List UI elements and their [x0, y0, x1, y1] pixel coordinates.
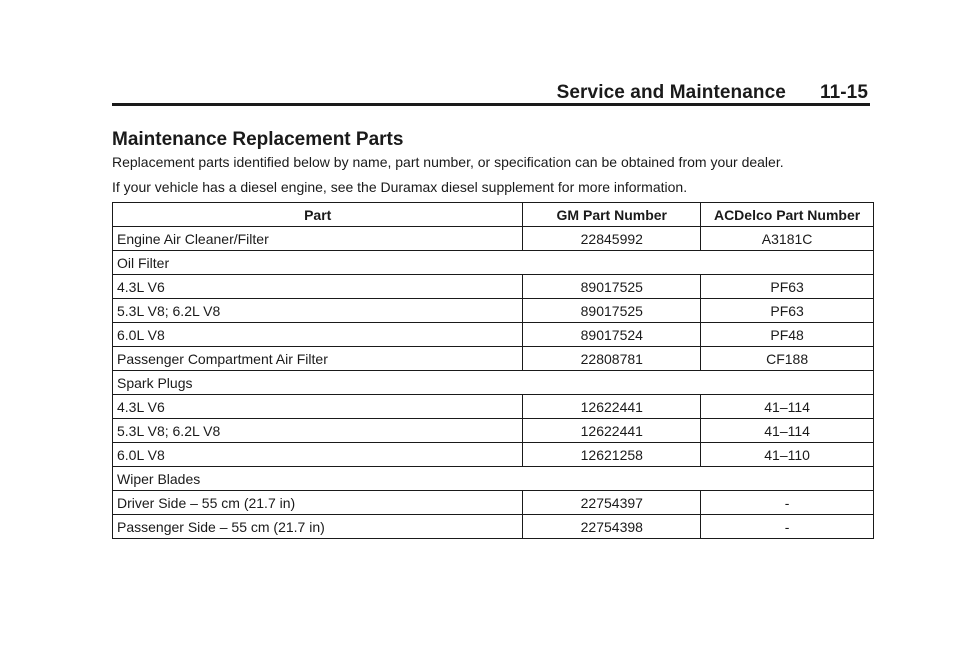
part-name: 6.0L V8 [113, 443, 523, 467]
table-row [113, 227, 874, 251]
table-row [113, 299, 874, 323]
running-header [557, 82, 868, 104]
table-row [113, 323, 874, 347]
column-header-gm-part-number: GM Part Number [523, 203, 701, 227]
section-heading: Maintenance Replacement Parts [112, 129, 404, 150]
acdelco-part-number: 41–114 [701, 419, 874, 443]
gm-part-number: 12622441 [523, 419, 701, 443]
parts-table [112, 202, 874, 539]
header-rule [112, 103, 870, 106]
gm-part-number: 22845992 [523, 227, 701, 251]
table-row [113, 491, 874, 515]
acdelco-part-number: 41–114 [701, 395, 874, 419]
column-header-part: Part [113, 203, 523, 227]
group-label: Spark Plugs [113, 371, 874, 395]
part-name: Passenger Side – 55 cm (21.7 in) [113, 515, 523, 539]
diesel-note-paragraph: If your vehicle has a diesel engine, see the Duramax diesel supplement for more information. [112, 179, 688, 195]
acdelco-part-number: PF63 [701, 299, 874, 323]
table-row [113, 275, 874, 299]
table-row [113, 443, 874, 467]
column-header-acdelco-part-number: ACDelco Part Number [701, 203, 874, 227]
group-label: Wiper Blades [113, 467, 874, 491]
part-name: 4.3L V6 [113, 275, 523, 299]
section-title: Service and Maintenance [556, 82, 786, 103]
acdelco-part-number: PF48 [701, 323, 874, 347]
part-name: Driver Side – 55 cm (21.7 in) [113, 491, 523, 515]
part-name: 5.3L V8; 6.2L V8 [113, 299, 523, 323]
table-group-row [113, 467, 874, 491]
table-group-row [113, 251, 874, 275]
gm-part-number: 89017524 [523, 323, 701, 347]
part-name: 5.3L V8; 6.2L V8 [113, 419, 523, 443]
gm-part-number: 12621258 [523, 443, 701, 467]
gm-part-number: 22754398 [523, 515, 701, 539]
acdelco-part-number: PF63 [701, 275, 874, 299]
table-row [113, 515, 874, 539]
table-row [113, 395, 874, 419]
acdelco-part-number: 41–110 [701, 443, 874, 467]
acdelco-part-number: - [701, 515, 874, 539]
table-row [113, 419, 874, 443]
gm-part-number: 89017525 [523, 299, 701, 323]
acdelco-part-number: - [701, 491, 874, 515]
table-row [113, 347, 874, 371]
gm-part-number: 22808781 [523, 347, 701, 371]
intro-paragraph: Replacement parts identified below by name, part number, or specification can be obtained from your dealer. [112, 154, 784, 170]
table-header-row [113, 203, 874, 227]
acdelco-part-number: A3181C [701, 227, 874, 251]
part-name: 4.3L V6 [113, 395, 523, 419]
gm-part-number: 12622441 [523, 395, 701, 419]
acdelco-part-number: CF188 [701, 347, 874, 371]
group-label: Oil Filter [113, 251, 874, 275]
page-number: 11-15 [819, 82, 868, 103]
part-name: Passenger Compartment Air Filter [113, 347, 523, 371]
gm-part-number: 89017525 [523, 275, 701, 299]
gm-part-number: 22754397 [523, 491, 701, 515]
table-group-row [113, 371, 874, 395]
part-name: 6.0L V8 [113, 323, 523, 347]
part-name: Engine Air Cleaner/Filter [113, 227, 523, 251]
